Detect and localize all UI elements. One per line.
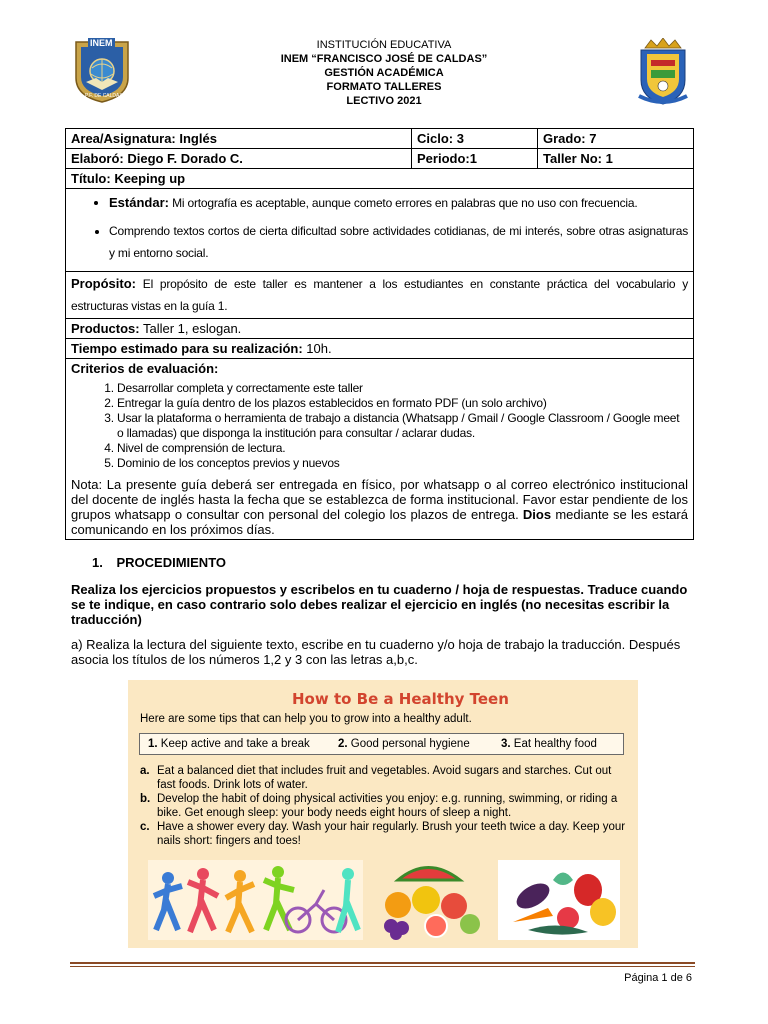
- option-text: Good personal hygiene: [350, 738, 470, 750]
- cell-subject: Area/Asignatura: Inglés: [66, 129, 412, 149]
- tip-item: [140, 792, 630, 820]
- note-text: La presente guía deberá ser entregada en físico, por whatsapp o al correo electrónico institucional del docente de inglés hasta la fecha que se establezca de forma institucional. Favor estar pendiente de los grupos whatsapp o consultar con personal del colegio los plazos de entrega.: [71, 477, 688, 522]
- purpose-text: El propósito de este taller es mantener a los estudiantes en constante práctica del vocabulario y estructuras vistas en la guía 1.: [71, 277, 688, 313]
- cell-purpose: [66, 272, 694, 319]
- header-institution: INSTITUCIÓN EDUCATIVA: [316, 39, 452, 51]
- vegetables-illustration: [498, 860, 620, 940]
- products-text: Taller 1, eslogan.: [139, 321, 242, 336]
- tip-letter: c.: [140, 821, 150, 833]
- purpose-label: Propósito:: [71, 276, 136, 291]
- option-item: [338, 734, 470, 754]
- workshop-info-table: [65, 128, 694, 540]
- procedure-title: PROCEDIMIENTO: [116, 555, 227, 570]
- tips-list: [140, 764, 630, 848]
- time-text: 10h.: [302, 341, 332, 356]
- cell-grade: Grado: 7: [538, 129, 694, 149]
- cell-estimated-time: [66, 339, 694, 359]
- option-item: [148, 734, 310, 754]
- standard-text: Mi ortografía es aceptable, aunque cometo errores en palabras que no uso con frecuencia.: [168, 196, 638, 210]
- tip-item: [140, 764, 630, 792]
- footer-divider: [70, 962, 695, 964]
- reading-title: How to Be a Healthy Teen: [292, 690, 509, 708]
- active-teens-illustration: [148, 860, 363, 940]
- standard-label: Estándar:: [109, 195, 169, 210]
- tip-letter: b.: [140, 793, 151, 805]
- footer-divider-thin: [70, 966, 695, 967]
- cell-period: Periodo:1: [412, 149, 538, 169]
- procedure-heading: [92, 555, 226, 570]
- tip-text: Eat a balanced diet that includes fruit and vegetables. Avoid sugars and starches. Cut out fast foods. Drink lots of water.: [157, 765, 612, 791]
- inem-logo-text: INEM: [90, 38, 113, 48]
- criteria-list: [71, 381, 688, 471]
- criteria-item: 1. Desarrollar completa y correctamente este taller: [117, 381, 688, 396]
- tip-letter: a.: [140, 765, 150, 777]
- task-a-instructions: a) Realiza la lectura del siguiente texto, escribe en tu cuaderno y/o hoja de trabajo la traducción. Después asocia los títulos de los números 1,2 y 3 con las letras a,b,c.: [71, 637, 681, 667]
- standard-item: [109, 192, 688, 214]
- products-label: Productos:: [71, 321, 140, 336]
- header-management: GESTIÓN ACADÉMICA: [324, 67, 444, 79]
- document-header: [0, 38, 768, 108]
- procedure-instructions: Realiza los ejercicios propuestos y escribelos en tu cuaderno / hoja de respuestas. Traduce cuando se te indique, en caso contrario solo debes realizar el ejercicio en inglés (no necesitas escribir la traducción): [71, 582, 688, 627]
- option-number: 3.: [501, 738, 511, 750]
- note-end: mediante se les estará comunicando en los próximos días.: [71, 507, 688, 537]
- option-text: Eat healthy food: [513, 738, 597, 750]
- option-number: 2.: [338, 738, 348, 750]
- standard-item-2: • Comprendo textos cortos de cierta dificultad sobre actividades cotidianas, de mi interés, sobre otras asignaturas y mi entorno social.: [109, 220, 688, 264]
- cell-products: [66, 319, 694, 339]
- tip-text: Have a shower every day. Wash your hair regularly. Brush your teeth twice a day. Keep your nails short: fingers and toes!: [157, 821, 626, 847]
- criteria-label: Criterios de evaluación:: [71, 361, 219, 376]
- note-paragraph: [71, 477, 688, 538]
- tip-text: Develop the habit of doing physical activities you enjoy: e.g. running, swimming, or riding a bike. Get enough sleep: your body needs eight hours of sleep a night.: [157, 793, 618, 819]
- reading-figure: [128, 680, 638, 948]
- reading-subtitle: Here are some tips that can help you to grow into a healthy adult.: [140, 713, 472, 725]
- cell-standards: [66, 189, 694, 272]
- cell-criteria: [66, 359, 694, 540]
- note-bold-word: Dios: [522, 507, 552, 522]
- criteria-item: 4. Nivel de comprensión de lectura.: [117, 441, 688, 456]
- cell-cycle: Ciclo: 3: [412, 129, 538, 149]
- criteria-item: 2. Entregar la guía dentro de los plazos establecidos en formato PDF (un solo archivo): [117, 396, 688, 411]
- option-item: [501, 734, 597, 754]
- page-number: Página 1 de 6: [624, 972, 692, 984]
- criteria-item: 5. Dominio de los conceptos previos y nuevos: [117, 456, 688, 471]
- option-number: 1.: [148, 738, 158, 750]
- time-label: Tiempo estimado para su realización:: [71, 341, 303, 356]
- option-text: Keep active and take a break: [160, 738, 310, 750]
- title-options-box: [139, 733, 624, 755]
- criteria-item: 3. Usar la plataforma o herramienta de trabajo a distancia (Whatsapp / Gmail / Google Classroom / Google meet o llamadas) que disponga la institución para consultar / aclarar dudas.: [117, 411, 688, 441]
- fruit-illustration: [373, 860, 488, 940]
- header-year: LECTIVO 2021: [346, 95, 422, 107]
- healthy-illustrations: [148, 860, 620, 940]
- tip-item: [140, 820, 630, 848]
- cell-workshop-number: Taller No: 1: [538, 149, 694, 169]
- header-format: FORMATO TALLERES: [326, 81, 442, 93]
- procedure-number: 1.: [92, 555, 103, 570]
- inem-logo-motto: P.F. DE CALDAS: [85, 93, 123, 99]
- note-label: Nota:: [71, 477, 103, 492]
- header-school-name: INEM “FRANCISCO JOSÉ DE CALDAS”: [280, 53, 488, 65]
- cell-author: Elaboró: Diego F. Dorado C.: [66, 149, 412, 169]
- cell-title: Título: Keeping up: [66, 169, 694, 189]
